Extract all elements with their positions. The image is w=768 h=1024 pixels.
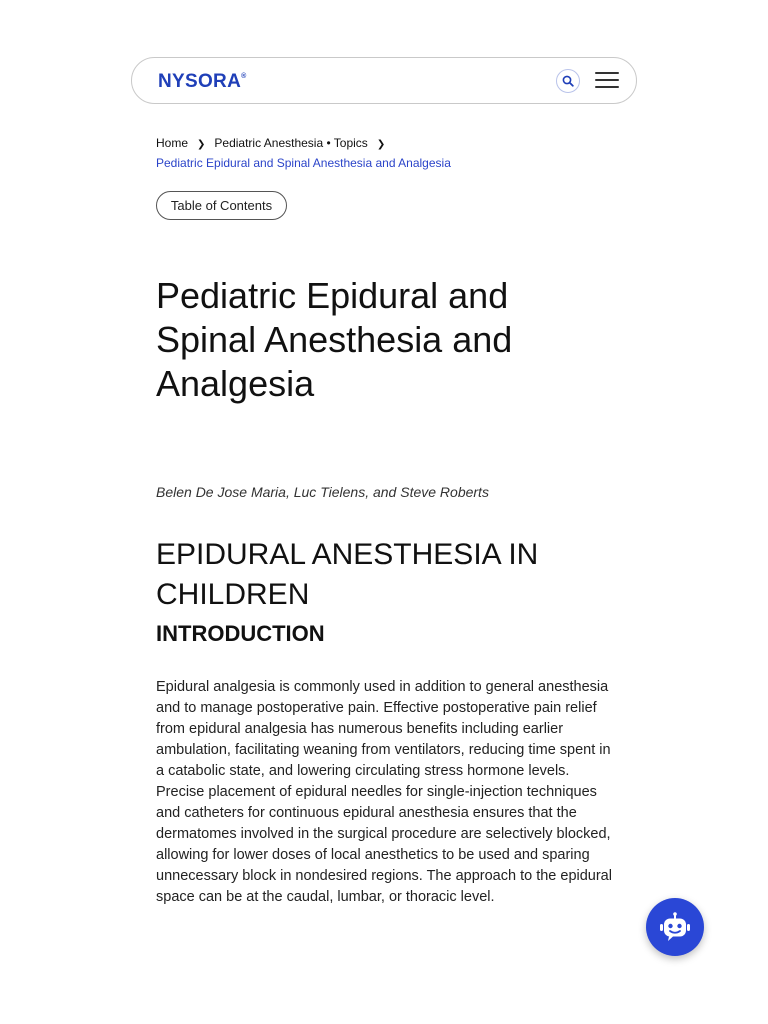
article-authors: Belen De Jose Maria, Luc Tielens, and Steve Roberts <box>156 484 489 500</box>
breadcrumb-current-page: Pediatric Epidural and Spinal Anesthesia and Analgesia <box>156 156 451 170</box>
search-icon <box>562 75 574 87</box>
logo-text[interactable]: NYSORA <box>158 71 242 92</box>
search-button[interactable] <box>556 69 580 93</box>
hamburger-menu-icon-bar <box>595 79 619 81</box>
subsection-title: INTRODUCTION <box>156 621 325 646</box>
section-title: EPIDURAL ANESTHESIA IN CHILDREN <box>156 538 539 611</box>
table-of-contents-button[interactable]: Table of Contents <box>156 191 287 220</box>
chatbot-button[interactable] <box>646 898 704 956</box>
chatbot-icon <box>658 910 692 944</box>
breadcrumb-topics-link[interactable]: Pediatric Anesthesia • Topics <box>214 136 368 150</box>
hamburger-menu-button[interactable] <box>595 72 619 90</box>
breadcrumb-home-link[interactable]: Home <box>156 136 189 150</box>
page-title: Pediatric Epidural and Spinal Anesthesia and Analgesia <box>156 275 513 404</box>
nysora-logo[interactable] <box>158 71 247 93</box>
breadcrumb <box>156 134 626 172</box>
article-paragraph: Epidural analgesia is commonly used in addition to general anesthesia and to manage postoperative pain. Effective postoperative pain relief from epidural analgesia has numerous benefits including earlier ambulation, facilitating weaning from ventilators, reducing time spent in a catabolic state, and lowering circulating stress hormone levels. Precise placement of epidural needles for single-injection techniques and catheters for continuous epidural anesthesia ensures that the dermatomes involved in the surgical procedure are selectively blocked, allowing for lower doses of local anesthetics to be used and sparing unnecessary block in nondesired regions. The approach to the epidural space can be at the caudal, lumbar, or thoracic level. <box>156 679 612 905</box>
breadcrumb-separator-icon: ❯ <box>376 139 386 150</box>
site-header <box>131 57 637 104</box>
logo-mark: ® <box>241 73 247 80</box>
hamburger-menu-icon-bar <box>595 86 619 88</box>
breadcrumb-separator-icon: ❯ <box>197 139 206 150</box>
hamburger-menu-icon-bar <box>595 72 619 74</box>
